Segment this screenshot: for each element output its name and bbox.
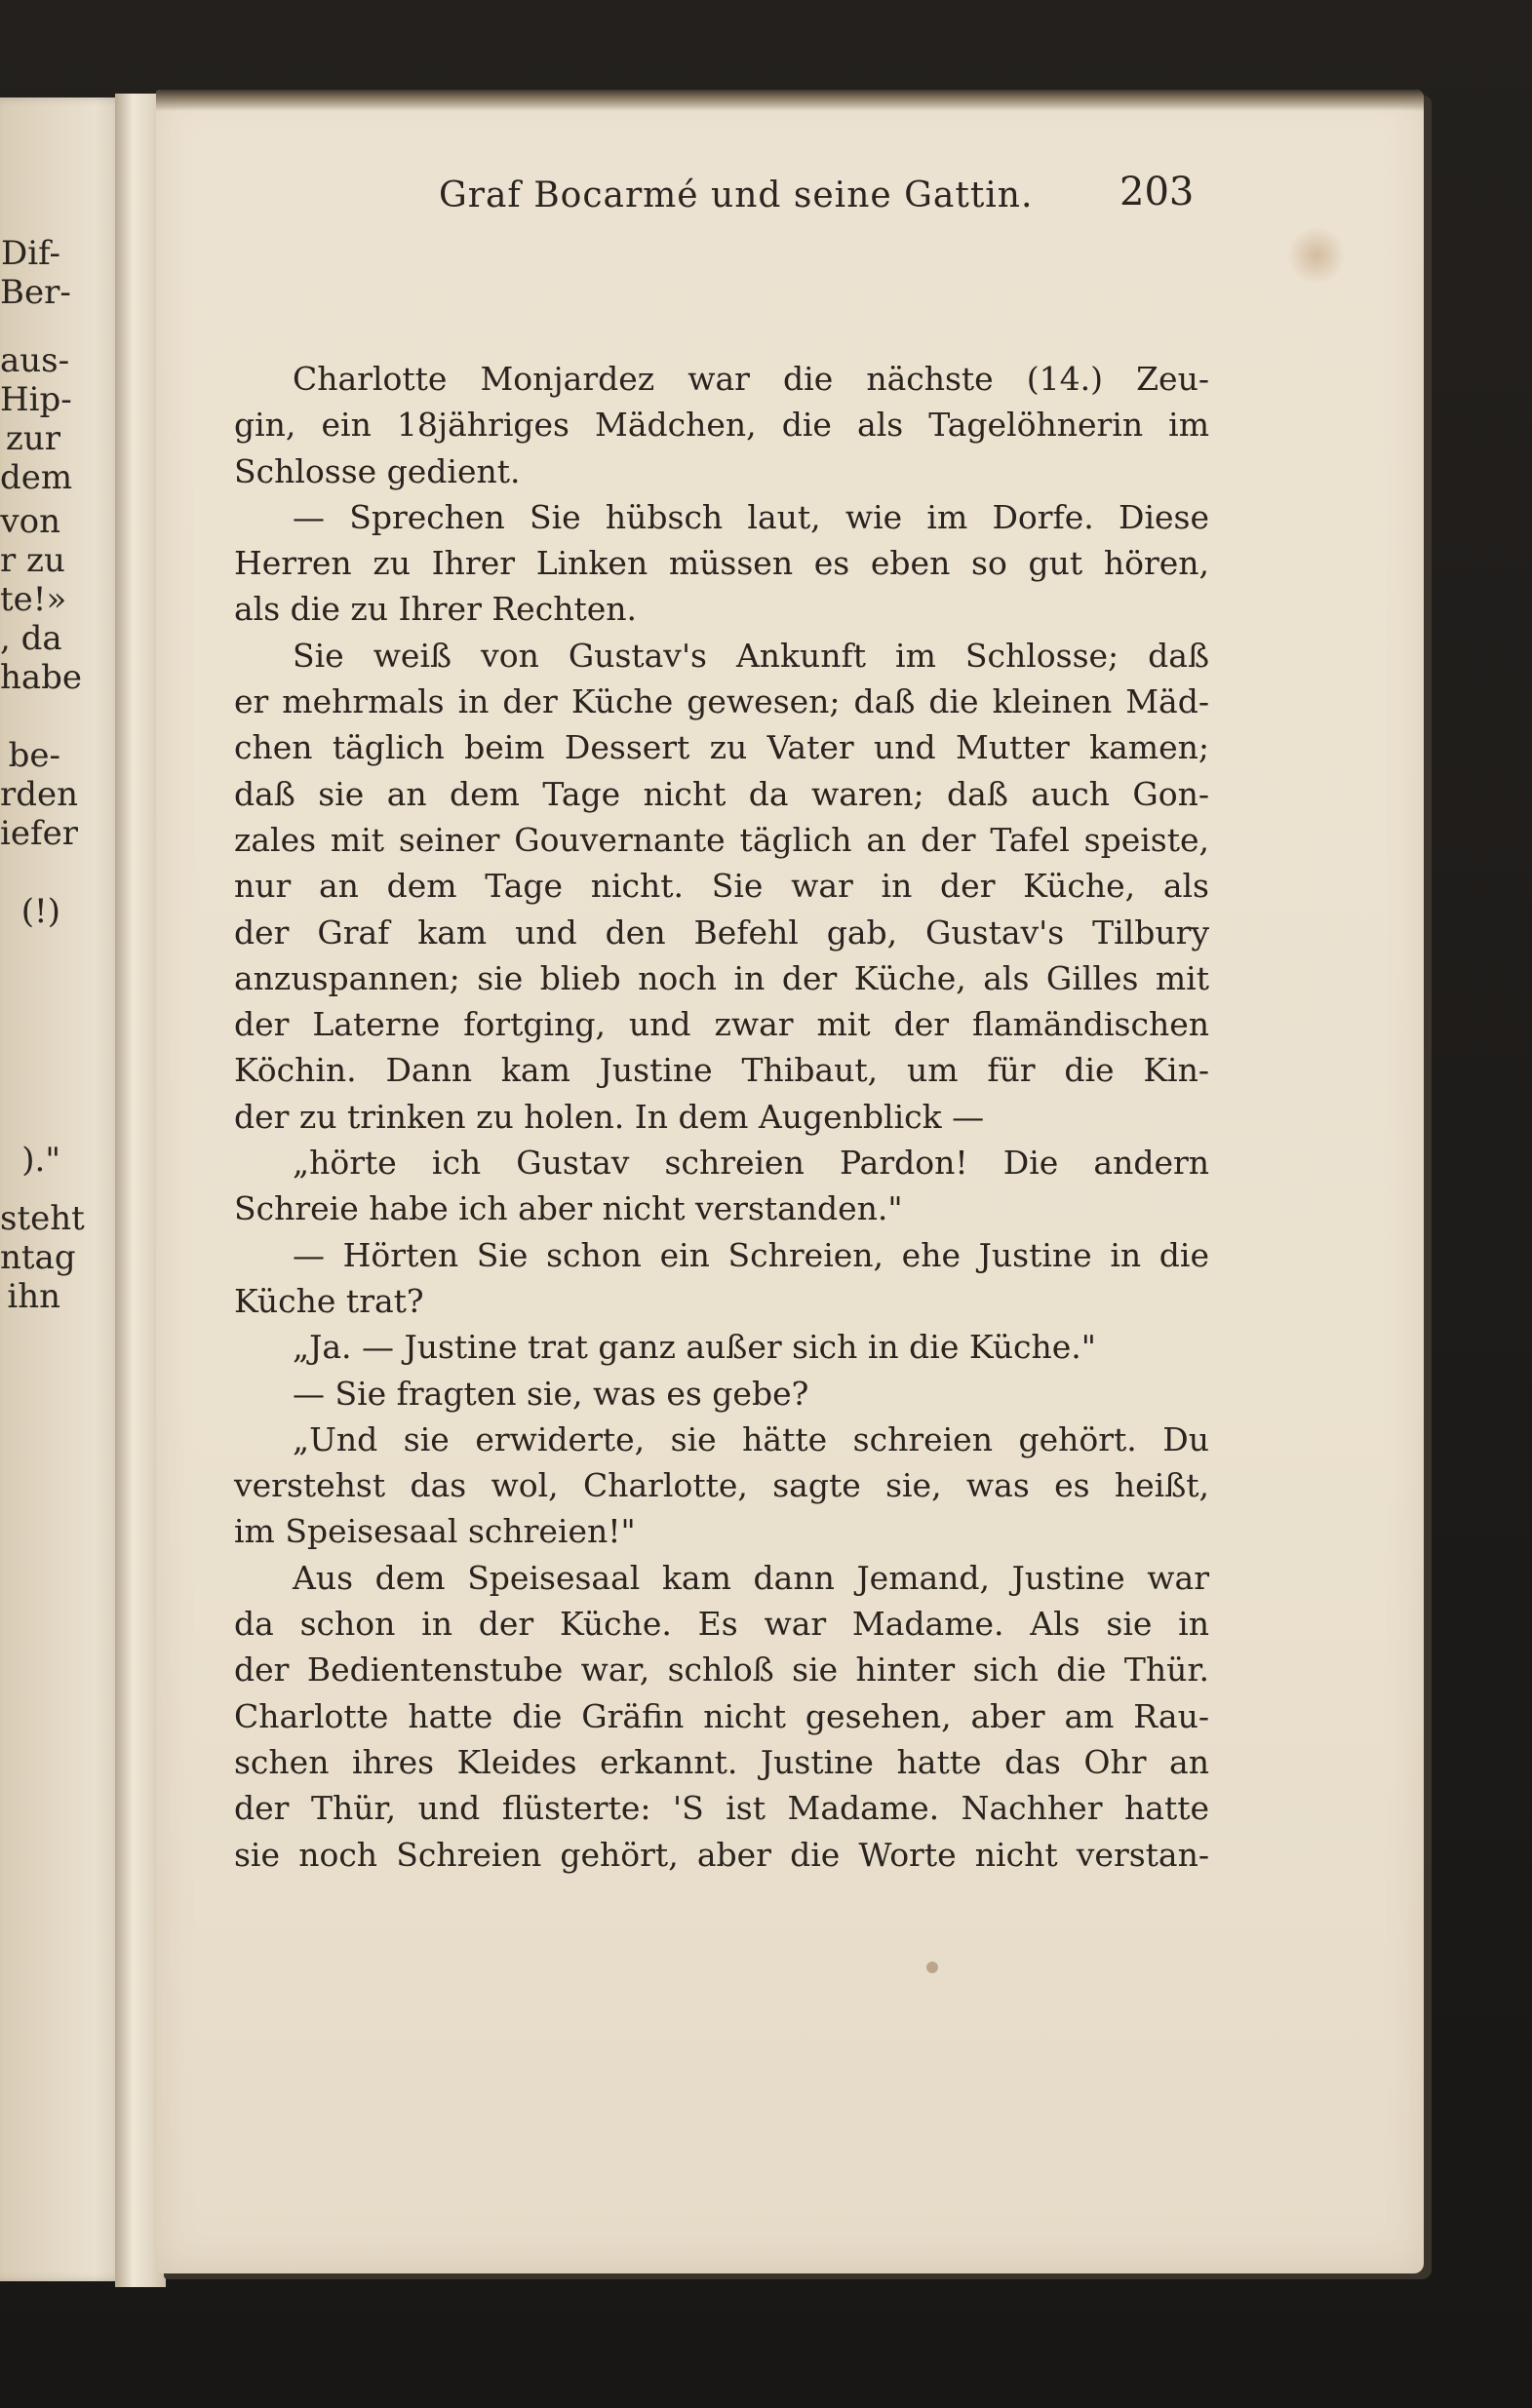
left-page-text-fragment: (!) (20, 892, 60, 931)
left-page-text-fragment: zur (5, 419, 60, 458)
left-page-text-fragment: te!» (0, 580, 67, 619)
text-line: „hörte ich Gustav schreien Pardon! Die andern (293, 1144, 1209, 1183)
text-line: schen ihres Kleides erkannt. Justine hatte das Ohr an (234, 1742, 1209, 1781)
text-line: — Sprechen Sie hübsch laut, wie im Dorfe. Diese (293, 497, 1209, 536)
paper-stain (1287, 226, 1346, 285)
left-page-text-fragment: rden (0, 775, 79, 814)
text-line: — Hörten Sie schon ein Schreien, ehe Justine in die (293, 1235, 1209, 1274)
left-page-text-fragment: Ber- (0, 273, 71, 312)
left-page-text-fragment: ihn (7, 1277, 60, 1316)
text-line: der zu trinken zu holen. In dem Augenblick — (234, 1097, 985, 1136)
text-line: da schon in der Küche. Es war Madame. Als sie in (234, 1605, 1209, 1644)
text-line: Charlotte hatte die Gräfin nicht gesehen, aber am Rau- (234, 1696, 1209, 1735)
text-line: Herren zu Ihrer Linken müssen es eben so gut hören, (234, 544, 1209, 583)
left-page-text-fragment: r zu (0, 541, 65, 580)
left-page-text-fragment: be- (8, 736, 60, 775)
body-text (234, 356, 1209, 1878)
text-line: als die zu Ihrer Rechten. (234, 590, 637, 629)
left-page-text-fragment: Dif- (1, 234, 60, 273)
text-line: Aus dem Speisesaal kam dann Jemand, Justine war (293, 1558, 1209, 1597)
left-page-text-fragment: dem (0, 458, 73, 497)
text-line: Sie weiß von Gustav's Ankunft im Schlosse; daß (293, 636, 1209, 675)
left-page-text-fragment: steht (0, 1199, 85, 1238)
text-line: zales mit seiner Gouvernante täglich an der Tafel speiste, (234, 820, 1209, 859)
chapter-title: Graf Bocarmé und seine Gattin. (439, 175, 1034, 215)
text-line: — Sie fragten sie, was es gebe? (293, 1374, 809, 1413)
text-line: anzuspannen; sie blieb noch in der Küche, als Gilles mit (234, 958, 1209, 997)
page-number: 203 (1120, 170, 1195, 214)
text-line: der Graf kam und den Befehl gab, Gustav's Tilbury (234, 913, 1209, 952)
text-line: daß sie an dem Tage nicht da waren; daß auch Gon- (234, 774, 1209, 813)
text-line: Schreie habe ich aber nicht verstanden." (234, 1189, 903, 1228)
text-line: Küche trat? (234, 1281, 424, 1320)
text-line: im Speisesaal schreien!" (234, 1512, 636, 1551)
text-line: Köchin. Dann kam Justine Thibaut, um für die Kin- (234, 1051, 1209, 1090)
left-page-text-fragment: , da (0, 619, 62, 658)
text-line: der Laterne fortging, und zwar mit der flamändischen (234, 1005, 1209, 1044)
text-line: der Bedientenstube war, schloß sie hinter sich die Thür. (234, 1651, 1209, 1689)
text-line: der Thür, und flüsterte: 'S ist Madame. Nachher hatte (234, 1789, 1209, 1828)
left-page-text-fragment: von (0, 502, 60, 541)
text-line: verstehst das wol, Charlotte, sagte sie, was es heißt, (234, 1466, 1209, 1505)
paper-spot (926, 1961, 938, 1973)
left-page-text-fragment: iefer (0, 814, 78, 853)
left-page-text-fragment: ntag (0, 1238, 76, 1277)
left-page-edge (0, 97, 127, 2281)
text-line: er mehrmals in der Küche gewesen; daß die kleinen Mäd- (234, 682, 1209, 721)
text-line: „Und sie erwiderte, sie hätte schreien gehört. Du (293, 1419, 1209, 1458)
text-line: sie noch Schreien gehört, aber die Worte nicht verstan- (234, 1835, 1209, 1874)
running-head (0, 170, 1532, 234)
text-line: gin, ein 18jähriges Mädchen, die als Tagelöhnerin im (234, 406, 1209, 445)
text-line: „Ja. — Justine trat ganz außer sich in die Küche." (293, 1328, 1096, 1367)
left-page-text-fragment: aus- (0, 341, 70, 380)
text-line: nur an dem Tage nicht. Sie war in der Küche, als (234, 867, 1209, 906)
left-page-text-fragment: habe (0, 658, 83, 697)
left-page-text-fragment: )." (21, 1141, 60, 1180)
text-line: Charlotte Monjardez war die nächste (14.) Zeu- (293, 360, 1209, 398)
text-line: Schlosse gedient. (234, 451, 521, 490)
left-page-text-fragment: Hip- (0, 380, 72, 419)
text-line: chen täglich beim Dessert zu Vater und Mutter kamen; (234, 728, 1209, 767)
